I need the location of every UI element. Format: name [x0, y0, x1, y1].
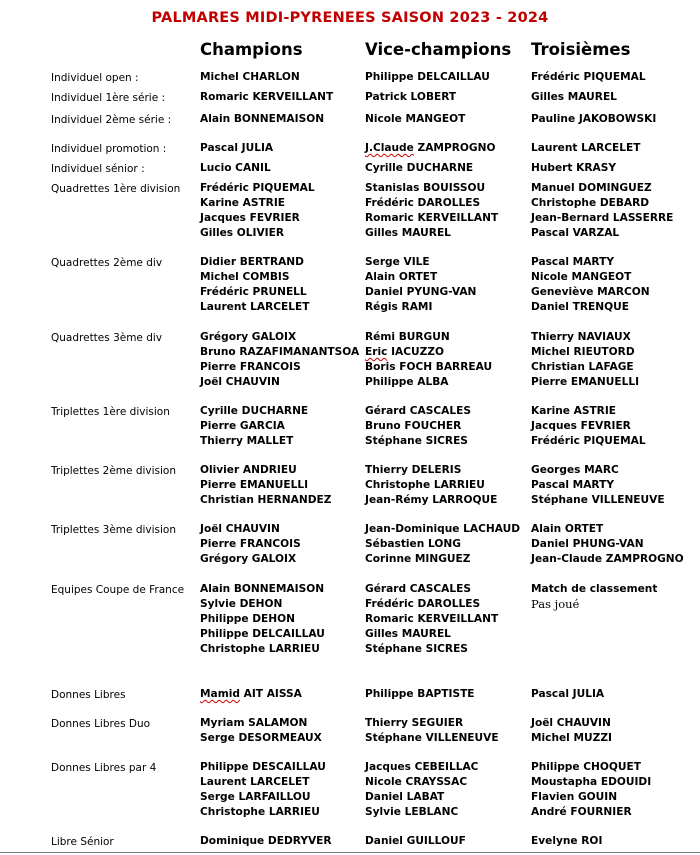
- player-name: Thierry NAVIAUX: [531, 331, 631, 343]
- player-name: Daniel PHUNG-VAN: [531, 538, 644, 550]
- player-name: Philippe DEHON: [200, 613, 296, 625]
- player-name: Michel COMBIS: [200, 271, 290, 283]
- page-bottom-border: [0, 852, 700, 853]
- category-label: Quadrettes 2ème div: [51, 257, 163, 269]
- champions-cell: [200, 522, 301, 567]
- vice-cell: [365, 90, 456, 105]
- player-name: Match de classement: [531, 583, 658, 595]
- player-name: Frédéric DAROLLES: [365, 598, 481, 610]
- player-name: Pascal VARZAL: [531, 227, 620, 239]
- player-name: Michel CHARLON: [200, 71, 300, 83]
- champions-cell: [200, 181, 315, 241]
- third-cell: [531, 463, 665, 508]
- player-name: Rémi BURGUN: [365, 331, 450, 343]
- player-name: Alain BONNEMAISON: [200, 113, 325, 125]
- player-name: Christian HERNANDEZ: [200, 494, 332, 506]
- player-name: Evelyne ROI: [531, 835, 603, 847]
- player-name: Gilles MAUREL: [365, 227, 451, 239]
- player-name: Pascal MARTY: [531, 256, 615, 268]
- player-name: Alain ORTET: [531, 523, 604, 535]
- player-name: Joël CHAUVIN: [200, 376, 280, 388]
- player-name: Alain ORTET: [365, 271, 438, 283]
- player-name: Jacques FEVRIER: [200, 212, 300, 224]
- player-name: Serge VILE: [365, 256, 430, 268]
- champions-cell: [200, 834, 332, 849]
- champions-cell: [200, 404, 308, 449]
- player-name: Laurent LARCELET: [200, 301, 310, 313]
- header-champions: Champions: [200, 40, 303, 59]
- category-label: Triplettes 3ème division: [51, 524, 176, 536]
- player-name: Serge LARFAILLOU: [200, 791, 311, 803]
- player-name: Joël CHAUVIN: [200, 523, 280, 535]
- player-name: Philippe CHOQUET: [531, 761, 641, 773]
- player-name: Laurent LARCELET: [200, 776, 310, 788]
- player-name: Sylvie LEBLANC: [365, 806, 459, 818]
- player-name: Pascal JULIA: [531, 688, 605, 700]
- third-cell: [531, 255, 650, 315]
- player-name: Mamid AIT AISSA: [200, 688, 302, 700]
- player-name: Jean-Dominique LACHAUD: [365, 523, 520, 535]
- player-name: Philippe DELCAILLAU: [200, 628, 325, 640]
- player-name: Jacques FEVRIER: [531, 420, 631, 432]
- vice-cell: [365, 404, 471, 449]
- category-label: Donnes Libres par 4: [51, 762, 157, 774]
- third-cell: [531, 181, 673, 241]
- player-name: Nicole CRAYSSAC: [365, 776, 468, 788]
- category-label: Individuel sénior :: [51, 163, 145, 175]
- player-name: Gilles MAUREL: [531, 91, 617, 103]
- player-name: Jacques CEBEILLAC: [365, 761, 479, 773]
- champions-cell: [200, 582, 325, 657]
- player-name: Laurent LARCELET: [531, 142, 641, 154]
- player-name: Pascal MARTY: [531, 479, 615, 491]
- champions-cell: [200, 463, 331, 508]
- player-name: Moustapha EDOUIDI: [531, 776, 652, 788]
- player-name: Georges MARC: [531, 464, 619, 476]
- vice-cell: [365, 141, 495, 156]
- player-name: Pierre EMANUELLI: [200, 479, 309, 491]
- player-name: Boris FOCH BARREAU: [365, 361, 493, 373]
- player-name: Gérard CASCALES: [365, 583, 471, 595]
- third-cell: [531, 90, 617, 105]
- player-name: Christophe LARRIEU: [200, 643, 320, 655]
- player-name: Cyrille DUCHARNE: [200, 405, 309, 417]
- vice-cell: [365, 70, 490, 85]
- player-name: Grégory GALOIX: [200, 553, 297, 565]
- player-name: Frédéric PIQUEMAL: [531, 71, 646, 83]
- vice-cell: [365, 582, 498, 657]
- player-name: Christophe DEBARD: [531, 197, 650, 209]
- category-label: Individuel 2ème série :: [51, 114, 172, 126]
- champions-cell: [200, 141, 273, 156]
- player-name: Cyrille DUCHARNE: [365, 162, 474, 174]
- player-name: Frédéric DAROLLES: [365, 197, 481, 209]
- player-name: Bruno FOUCHER: [365, 420, 462, 432]
- champions-cell: [200, 90, 333, 105]
- vice-cell: [365, 255, 476, 315]
- player-name: Gérard CASCALES: [365, 405, 471, 417]
- player-name: Pascal JULIA: [200, 142, 274, 154]
- vice-cell: [365, 716, 499, 746]
- vice-cell: [365, 161, 473, 176]
- category-label: Equipes Coupe de France: [51, 584, 185, 596]
- player-name: Romaric KERVEILLANT: [365, 613, 499, 625]
- player-name: Karine ASTRIE: [200, 197, 286, 209]
- player-name: Pierre GARCIA: [200, 420, 285, 432]
- player-name: André FOURNIER: [531, 806, 632, 818]
- vice-cell: [365, 463, 497, 508]
- header-vice-champions: Vice-champions: [365, 40, 512, 59]
- player-name: Gilles OLIVIER: [200, 227, 284, 239]
- player-name: Frédéric PIQUEMAL: [531, 435, 646, 447]
- player-name: Christophe LARRIEU: [365, 479, 485, 491]
- player-name: Manuel DOMINGUEZ: [531, 182, 652, 194]
- player-name: Flavien GOUIN: [531, 791, 618, 803]
- player-name: Thierry SEGUIER: [365, 717, 464, 729]
- category-label: Individuel promotion :: [51, 143, 167, 155]
- third-cell: [531, 70, 646, 85]
- category-label: Quadrettes 3ème div: [51, 332, 163, 344]
- player-name: Nicole MANGEOT: [365, 113, 466, 125]
- champions-cell: [200, 716, 322, 746]
- player-name: Corinne MINGUEZ: [365, 553, 471, 565]
- player-name: Frédéric PRUNELL: [200, 286, 307, 298]
- player-name: Karine ASTRIE: [531, 405, 617, 417]
- champions-cell: [200, 760, 326, 820]
- third-cell: [531, 112, 656, 127]
- third-cell: [531, 404, 646, 449]
- player-name: Joël CHAUVIN: [531, 717, 611, 729]
- player-name: Philippe DESCAILLAU: [200, 761, 326, 773]
- player-name: Frédéric PIQUEMAL: [200, 182, 315, 194]
- category-label: Triplettes 2ème division: [51, 465, 176, 477]
- player-name: Alain BONNEMAISON: [200, 583, 325, 595]
- third-cell: [531, 687, 604, 702]
- champions-cell: [200, 70, 300, 85]
- player-name: Christophe LARRIEU: [200, 806, 320, 818]
- champions-cell: [200, 255, 309, 315]
- third-cell: [531, 834, 602, 849]
- player-name: Hubert KRASY: [531, 162, 617, 174]
- third-cell: [531, 760, 651, 820]
- champions-cell: [200, 687, 302, 702]
- player-name: Daniel GUILLOUF: [365, 835, 466, 847]
- category-label: Libre Sénior: [51, 836, 114, 848]
- player-name: Dominique DEDRYVER: [200, 835, 332, 847]
- category-label: Donnes Libres: [51, 689, 126, 701]
- player-name: Didier BERTRAND: [200, 256, 304, 268]
- vice-cell: [365, 834, 466, 849]
- player-name: Sylvie DEHON: [200, 598, 283, 610]
- player-name: Daniel PYUNG-VAN: [365, 286, 477, 298]
- vice-cell: [365, 760, 478, 820]
- player-name: Grégory GALOIX: [200, 331, 297, 343]
- vice-cell: [365, 181, 498, 241]
- player-name: Geneviève MARCON: [531, 286, 650, 298]
- player-name: Pas joué: [531, 597, 580, 611]
- vice-cell: [365, 330, 492, 390]
- player-name: Stéphane VILLENEUVE: [531, 494, 665, 506]
- player-name: Thierry DELERIS: [365, 464, 462, 476]
- champions-cell: [200, 330, 359, 390]
- player-name: Stéphane SICRES: [365, 643, 468, 655]
- player-name: Daniel LABAT: [365, 791, 445, 803]
- category-label: Triplettes 1ère division: [51, 406, 170, 418]
- player-name: Olivier ANDRIEU: [200, 464, 297, 476]
- category-label: Donnes Libres Duo: [51, 718, 151, 730]
- player-name: Michel RIEUTORD: [531, 346, 635, 358]
- third-cell: [531, 141, 640, 156]
- player-name: Serge DESORMEAUX: [200, 732, 322, 744]
- page-title: PALMARES MIDI-PYRENEES SAISON 2023 - 2024: [151, 10, 549, 26]
- third-cell: [531, 330, 639, 390]
- player-name: Pauline JAKOBOWSKI: [531, 113, 657, 125]
- player-name: Gilles MAUREL: [365, 628, 451, 640]
- player-name: Stanislas BOUISSOU: [365, 182, 486, 194]
- player-name: Philippe BAPTISTE: [365, 688, 475, 700]
- player-name: Nicole MANGEOT: [531, 271, 632, 283]
- third-cell: [531, 716, 612, 746]
- player-name: Pierre FRANCOIS: [200, 538, 301, 550]
- vice-cell: [365, 112, 465, 127]
- player-name: Philippe ALBA: [365, 376, 449, 388]
- category-label: Individuel open :: [51, 72, 139, 84]
- player-name: Pierre EMANUELLI: [531, 376, 640, 388]
- player-name: Philippe DELCAILLAU: [365, 71, 490, 83]
- player-name: Michel MUZZI: [531, 732, 612, 744]
- player-name: Jean-Claude ZAMPROGNO: [531, 553, 684, 565]
- category-label: Individuel 1ère série :: [51, 92, 166, 104]
- champions-cell: [200, 161, 271, 176]
- header-troisiemes: Troisièmes: [531, 40, 631, 59]
- player-name: Myriam SALAMON: [200, 717, 308, 729]
- category-label: Quadrettes 1ère division: [51, 183, 181, 195]
- vice-cell: [365, 687, 475, 702]
- player-name: Patrick LOBERT: [365, 91, 457, 103]
- player-name: Stéphane VILLENEUVE: [365, 732, 499, 744]
- player-name: Romaric KERVEILLANT: [200, 91, 334, 103]
- player-name: Sébastien LONG: [365, 538, 461, 550]
- player-name: Thierry MALLET: [200, 435, 294, 447]
- third-cell: [531, 161, 616, 176]
- player-name: Christian LAFAGE: [531, 361, 634, 373]
- player-name: Jean-Rémy LARROQUE: [365, 494, 498, 506]
- vice-cell: [365, 522, 520, 567]
- player-name: Pierre FRANCOIS: [200, 361, 301, 373]
- champions-cell: [200, 112, 324, 127]
- player-name: Régis RAMI: [365, 301, 433, 313]
- third-cell: [531, 582, 657, 612]
- player-name: Stéphane SICRES: [365, 435, 468, 447]
- player-name: Daniel TRENQUE: [531, 301, 629, 313]
- player-name: J.Claude ZAMPROGNO: [365, 142, 496, 154]
- player-name: Jean-Bernard LASSERRE: [531, 212, 674, 224]
- player-name: Lucio CANIL: [200, 162, 271, 174]
- third-cell: [531, 522, 684, 567]
- player-name: Bruno RAZAFIMANANTSOA: [200, 346, 360, 358]
- player-name: Romaric KERVEILLANT: [365, 212, 499, 224]
- player-name: Eric IACUZZO: [365, 346, 444, 358]
